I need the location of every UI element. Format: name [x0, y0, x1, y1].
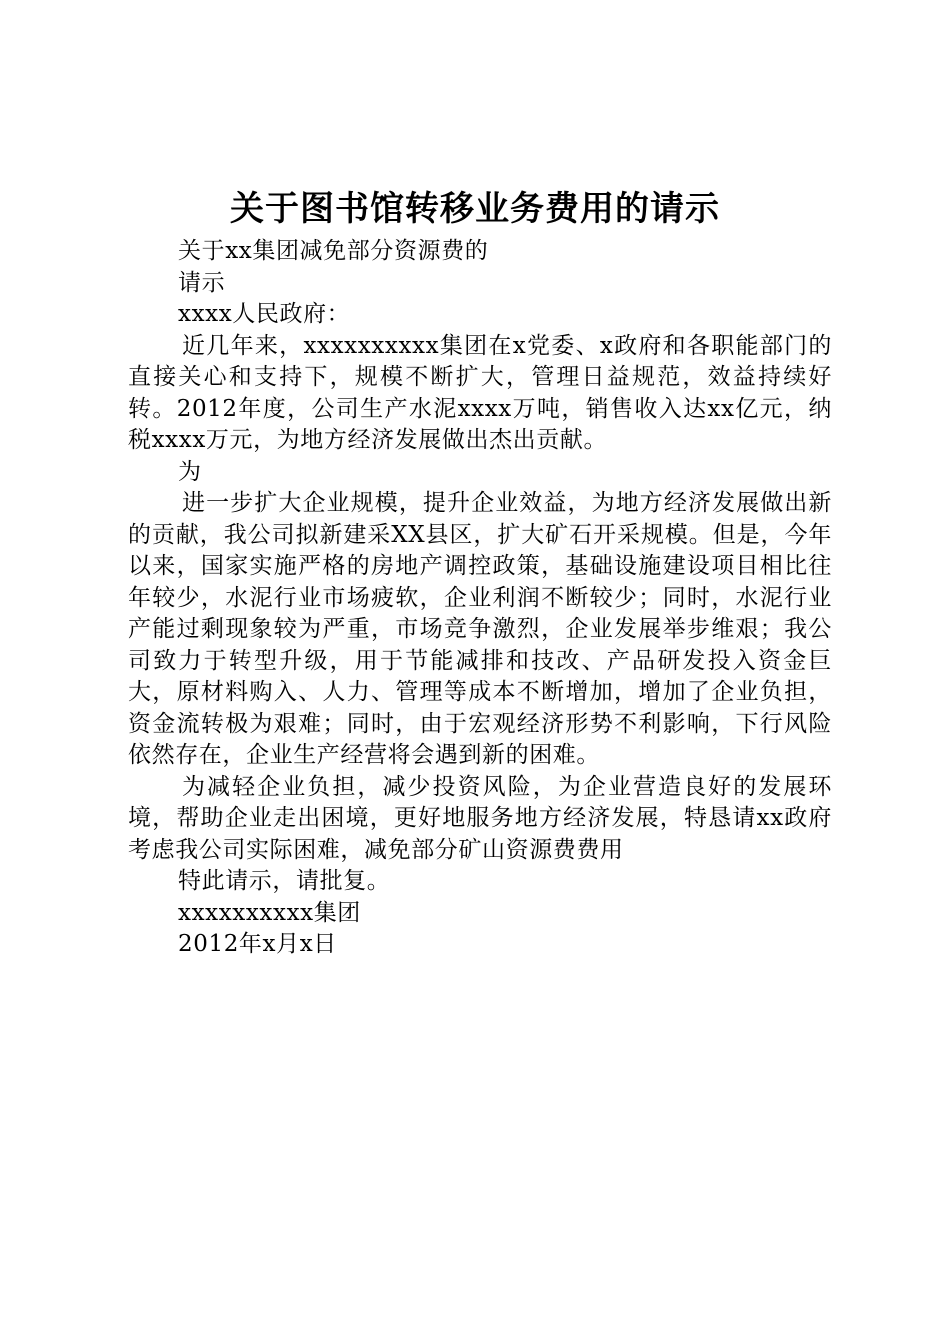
document-date: 2012年x月x日 — [178, 931, 337, 957]
paragraph-fragment: 为 — [178, 458, 202, 485]
addressee: xxxx人民政府： — [178, 301, 351, 327]
subtitle-line-2: 请示 — [178, 269, 226, 296]
paragraph-3: 为减轻企业负担，减少投资风险，为企业营造良好的发展环境，帮助企业走出困境，更好地服务地方经济发展，特恳请xx政府考虑我公司实际困难，减免部分矿山资源费费用 — [128, 773, 832, 863]
paragraph-1: 近几年来，xxxxxxxxxx集团在x党委、x政府和各职能部门的直接关心和支持下，规模不断扩大，管理日益规范，效益持续好转。2012年度，公司生产水泥xxxx万吨，销售收入达xx亿元，纳税xxxx万元，为地方经济发展做出杰出贡献。 — [128, 332, 832, 453]
subtitle-line-1: 关于xx集团减免部分资源费的 — [178, 238, 489, 264]
document-title: 关于图书馆转移业务费用的请示 — [230, 189, 720, 229]
signature: xxxxxxxxxx集团 — [178, 899, 361, 926]
closing-line: 特此请示，请批复。 — [178, 868, 391, 894]
document-body — [128, 236, 832, 961]
paragraph-2: 进一步扩大企业规模，提升企业效益，为地方经济发展做出新的贡献，我公司拟新建采XX县区，扩大矿石开采规模。但是，今年以来，国家实施严格的房地产调控政策，基础设施建设项目相比往年较少，水泥行业市场疲软，企业利润不断较少；同时，水泥行业产能过剩现象较为严重，市场竞争激烈，企业发展举步维艰；我公司致力于转型升级，用于节能减排和技改、产品研发投入资金巨大，原材料购入、人力、管理等成本不断增加，增加了企业负担，资金流转极为艰难；同时，由于宏观经济形势不利影响，下行风险依然存在，企业生产经营将会遇到新的困难。 — [128, 490, 832, 768]
